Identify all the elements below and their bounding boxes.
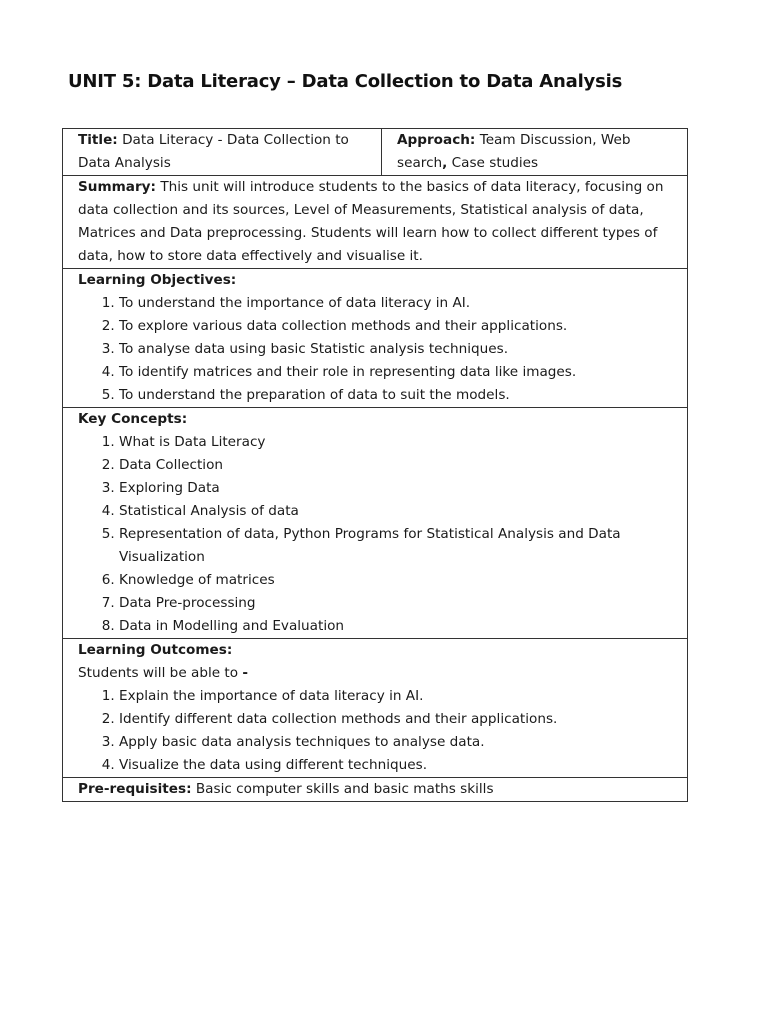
key-concepts-cell bbox=[63, 408, 688, 639]
list-item: 3. To analyse data using basic Statistic analysis techniques. bbox=[119, 338, 679, 361]
key-concepts-row bbox=[63, 408, 688, 639]
approach-value-comma: , bbox=[442, 155, 448, 171]
summary-text: This unit will introduce students to the basics of data literacy, focusing on data collection and its sources, Level of Measurements, Statistical analysis of data, Matrices and Data preprocessing. Students will learn how to collect different types of data, how to store data effectively and visualise it. bbox=[78, 179, 664, 264]
learning-outcomes-intro bbox=[78, 662, 679, 685]
learning-outcomes-row bbox=[63, 639, 688, 778]
prerequisites-label: Pre-requisites: bbox=[78, 781, 192, 797]
approach-value-part1: Team Discussion, Web search bbox=[397, 132, 631, 171]
learning-outcomes-list bbox=[78, 685, 679, 777]
list-item: 5. Representation of data, Python Programs for Statistical Analysis and Data Visualization bbox=[119, 523, 679, 569]
learning-outcomes-intro-dash: - bbox=[242, 665, 249, 681]
unit-overview-table bbox=[62, 128, 688, 802]
list-item: 1. What is Data Literacy bbox=[119, 431, 679, 454]
list-item: 5. To understand the preparation of data to suit the models. bbox=[119, 384, 679, 407]
approach-cell bbox=[382, 129, 688, 176]
key-concepts-list bbox=[78, 431, 679, 638]
list-item: 3. Exploring Data bbox=[119, 477, 679, 500]
title-approach-row bbox=[63, 129, 688, 176]
prerequisites-cell bbox=[63, 778, 688, 802]
list-item: 4. Statistical Analysis of data bbox=[119, 500, 679, 523]
summary-label: Summary: bbox=[78, 179, 156, 195]
list-item: 8. Data in Modelling and Evaluation bbox=[119, 615, 679, 638]
prerequisites-row bbox=[63, 778, 688, 802]
learning-outcomes-label: Learning Outcomes: bbox=[78, 642, 233, 658]
learning-objectives-list bbox=[78, 292, 679, 407]
learning-objectives-row bbox=[63, 269, 688, 408]
list-item: 2. To explore various data collection methods and their applications. bbox=[119, 315, 679, 338]
title-label: Title: bbox=[78, 132, 118, 148]
list-item: 4. To identify matrices and their role in representing data like images. bbox=[119, 361, 679, 384]
list-item: 2. Data Collection bbox=[119, 454, 679, 477]
list-item: 6. Knowledge of matrices bbox=[119, 569, 679, 592]
title-cell bbox=[63, 129, 382, 176]
learning-outcomes-intro-text: Students will be able to bbox=[78, 665, 243, 681]
key-concepts-label: Key Concepts: bbox=[78, 411, 188, 427]
approach-label: Approach: bbox=[397, 132, 476, 148]
summary-row bbox=[63, 176, 688, 269]
title-value: Data Literacy - Data Collection to Data Analysis bbox=[78, 132, 349, 171]
approach-value-part2: Case studies bbox=[447, 155, 539, 171]
list-item: 1. To understand the importance of data literacy in AI. bbox=[119, 292, 679, 315]
summary-cell bbox=[63, 176, 688, 269]
learning-outcomes-cell bbox=[63, 639, 688, 778]
list-item: 4. Visualize the data using different techniques. bbox=[119, 754, 679, 777]
learning-objectives-cell bbox=[63, 269, 688, 408]
prerequisites-text: Basic computer skills and basic maths skills bbox=[195, 781, 494, 797]
list-item: 2. Identify different data collection methods and their applications. bbox=[119, 708, 679, 731]
list-item: 1. Explain the importance of data literacy in AI. bbox=[119, 685, 679, 708]
page-heading: UNIT 5: Data Literacy – Data Collection to Data Analysis bbox=[68, 71, 623, 92]
list-item: 3. Apply basic data analysis techniques to analyse data. bbox=[119, 731, 679, 754]
learning-objectives-label: Learning Objectives: bbox=[78, 272, 237, 288]
list-item: 7. Data Pre-processing bbox=[119, 592, 679, 615]
